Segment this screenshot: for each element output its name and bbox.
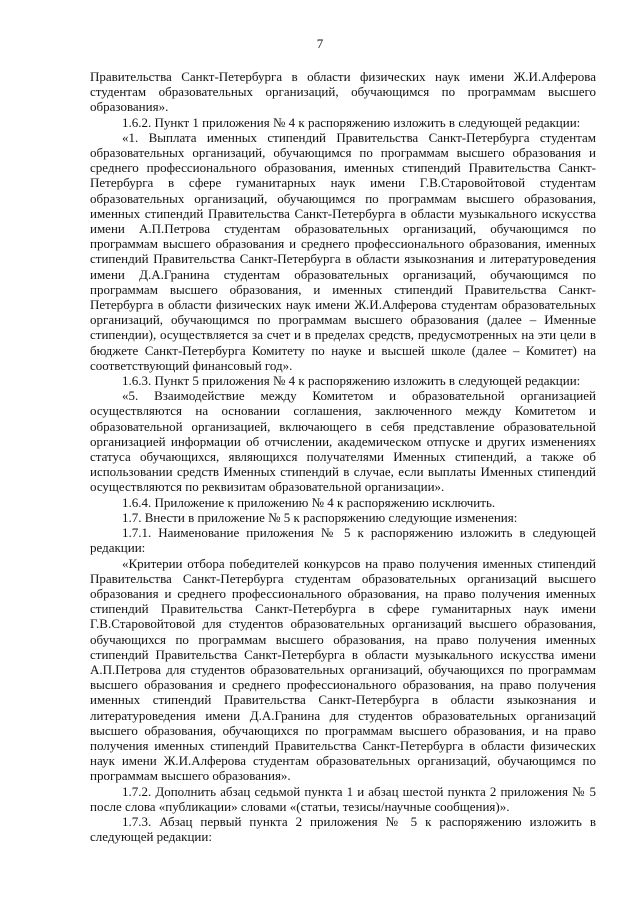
- paragraph-item-1-6-3: 1.6.3. Пункт 5 приложения № 4 к распоряжению изложить в следующей редакции:: [122, 373, 581, 389]
- paragraph-item-1-7-2: 1.7.2. Дополнить абзац седьмой пункта 1 и абзац шестой пункта 2 приложения № 5 после слова «публикации» словами «(статьи, тезисы/научные сообщения)».: [90, 783, 596, 814]
- paragraph-continuation: Правительства Санкт-Петербурга в области физических наук имени Ж.И.Алферова студентам образовательных организаций, обучающимся по программам высшего образования».: [90, 69, 596, 115]
- paragraph-item-1-6-2: 1.6.2. Пункт 1 приложения № 4 к распоряжению изложить в следующей редакции:: [122, 114, 581, 130]
- paragraph-quote-point-1: «1. Выплата именных стипендий Правительства Санкт-Петербурга студентам образовательных организаций, обучающимся по программам высшего образования и среднего профессионального образования, именных стипендий Правительства Санкт-Петербурга в сфере гуманитарных наук имени Г.В.Старовойтовой студентам образовательных организаций, обучающимся по программам высшего образования, именных стипендий Правительства Санкт-Петербурга в области музыкального искусства имени А.П.Петрова студентам образовательных организаций, обучающимся по программам высшего образования и среднего профессионального образования, именных стипендий Правительства Санкт-Петербурга в области языкознания и литературоведения имени Д.А.Гранина студентам образовательных организаций, обучающимся по программам высшего образования, и именных стипендий Правительства Санкт-Петербурга в области физических наук имени Ж.И.Алферова студентам образовательных организаций, обучающимся по программам высшего образования (далее – Именные стипендии), осуществляется за счет и в пределах средств, предусмотренных на эти цели в бюджете Санкт-Петербурга Комитету по науке и высшей школе (далее – Комитет) на соответствующий финансовый год».: [90, 129, 596, 373]
- paragraph-quote-criteria-title: «Критерии отбора победителей конкурсов на право получения именных стипендий Правительства Санкт-Петербурга студентам образовательных организаций высшего образования и среднего профессионального образования, на право получения именных стипендий Правительства Санкт-Петербурга в сфере гуманитарных наук имени Г.В.Старовойтовой для студентов образовательных организаций высшего образования, обучающихся по программам высшего образования, на право получения именных стипендий Правительства Санкт-Петербурга в области музыкального искусства имени А.П.Петрова для студентов образовательных организаций, обучающихся по программам высшего образования и среднего профессионального образования, на право получения именных стипендий Правительства Санкт-Петербурга в области языкознания и литературоведения имени Д.А.Гранина для студентов образовательных организаций высшего образования, обучающихся по программам высшего образования, и на право получения именных стипендий Правительства Санкт-Петербурга в области физических наук имени Ж.И.Алферова студентам образовательных организаций, обучающимся по программам высшего образования».: [90, 555, 596, 784]
- paragraph-item-1-7: 1.7. Внести в приложение № 5 к распоряжению следующие изменения:: [122, 509, 518, 525]
- page-number: 7: [316, 36, 324, 51]
- paragraph-item-1-7-1: 1.7.1. Наименование приложения № 5 к распоряжению изложить в следующей редакции:: [90, 525, 596, 556]
- paragraph-quote-point-5: «5. Взаимодействие между Комитетом и образовательной организацией осуществляются на основании соглашения, заключенного между Комитетом и образовательной организацией, включающего в себя представление образовательной организацией информации об отчислении, академическом отпуске и других изменениях статуса обучающихся, являющихся получателями Именных стипендий, а также об использовании средств Именных стипендий в случае, если выплаты Именных стипендий осуществляются по реквизитам образовательной организации».: [90, 388, 596, 495]
- paragraph-item-1-6-4: 1.6.4. Приложение к приложению № 4 к распоряжению исключить.: [122, 494, 496, 510]
- document-body: [90, 69, 596, 844]
- paragraph-item-1-7-3: 1.7.3. Абзац первый пункта 2 приложения № 5 к распоряжению изложить в следующей редакции:: [90, 813, 596, 845]
